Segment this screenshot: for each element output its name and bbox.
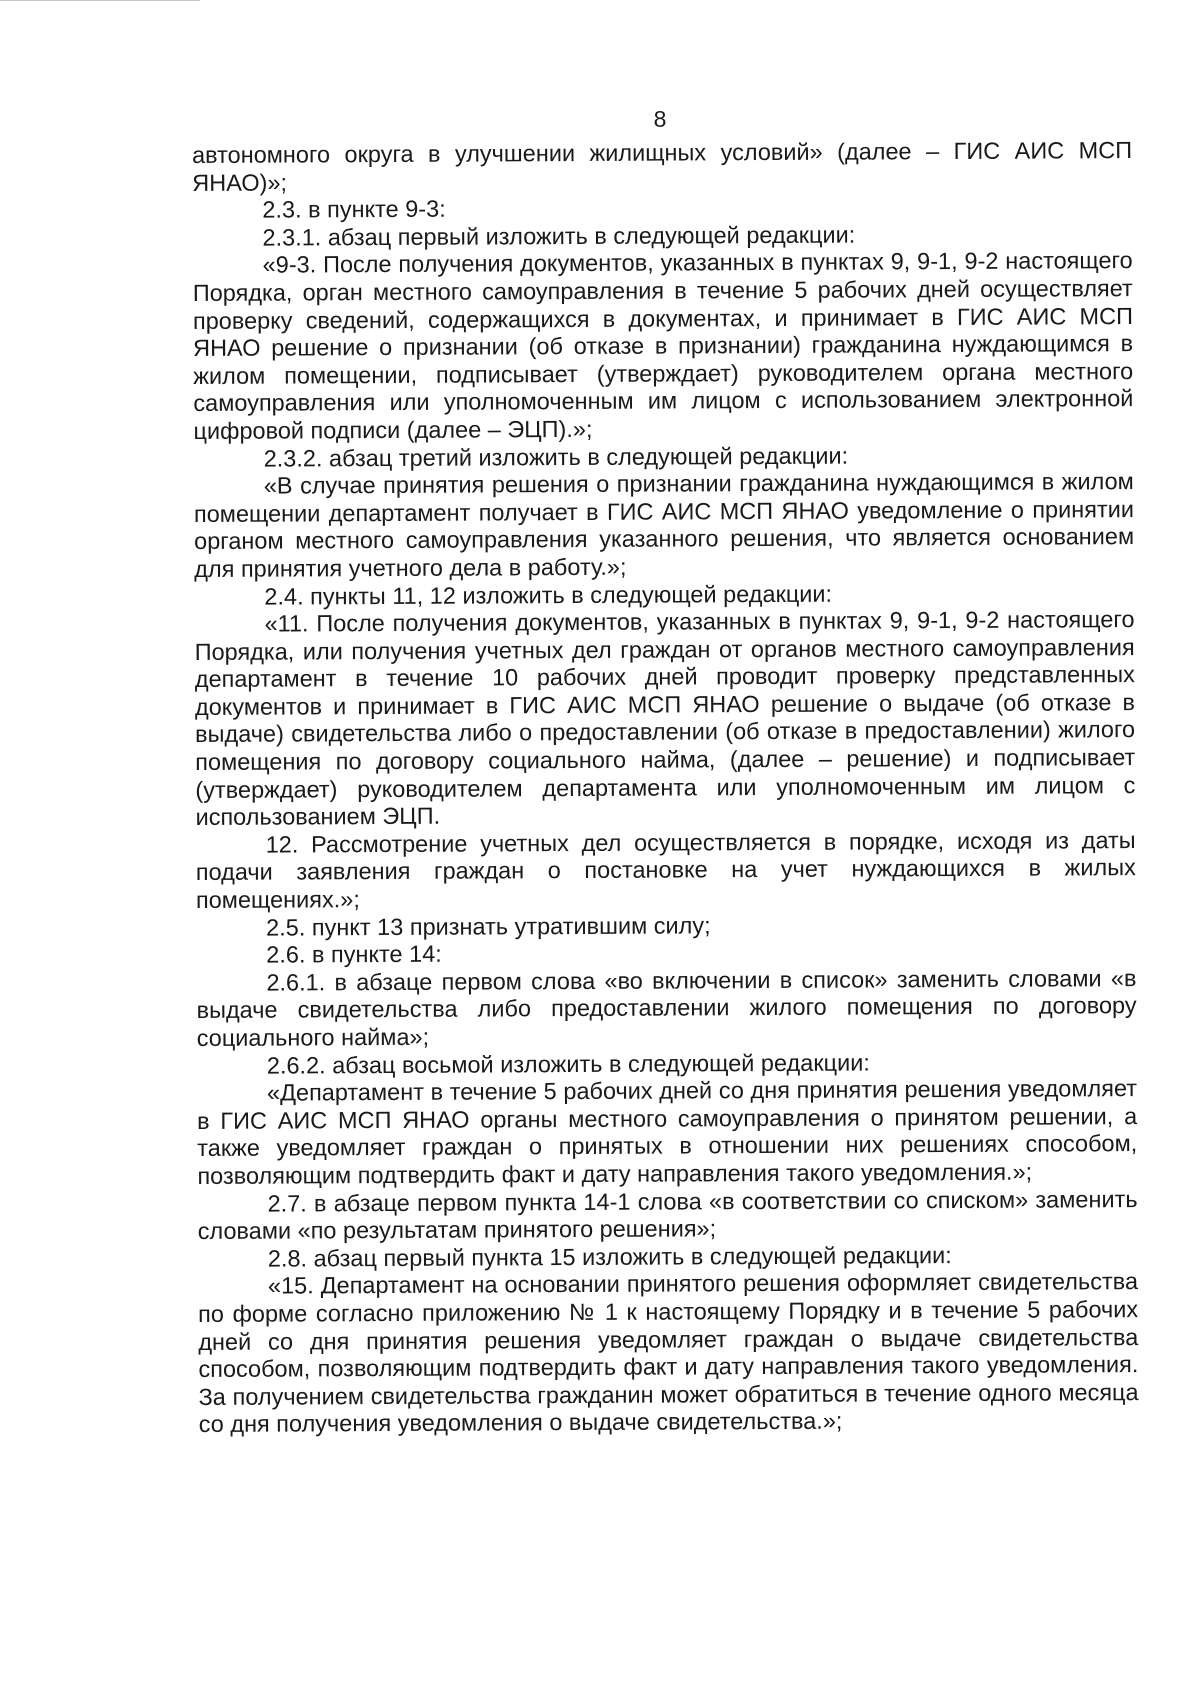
paragraph: «9-3. После получения документов, указанных в пунктах 9, 9-1, 9-2 настоящего Порядка, орган местного самоуправления в течение 5 рабочих дней осуществляет проверку сведений, содержащихся в документах, и принимает в ГИС АИС МСП ЯНАО решение о признании (об отказе в признании) гражданина нуждающимся в жилом помещении, подписывает (утверждает) руководителем органа местного самоуправления или уполномоченным им лицом с использованием электронной цифровой подписи (далее – ЭЦП).»; [192,247,1134,444]
paragraph: «Департамент в течение 5 рабочих дней со дня принятия решения уведомляет в ГИС АИС МСП ЯНАО органы местного самоуправления о принятом решении, а также уведомляет граждан о принятых в отношении них решениях способом, позволяющим подтвердить факт и дату направления такого уведомления.»; [197,1075,1138,1189]
paragraph: 2.6.2. абзац восьмой изложить в следующей редакции: [266,1049,870,1079]
page-number: 8 [653,106,667,132]
paragraph: 2.6. в пункте 14: [266,940,442,968]
paragraph: «15. Департамент на основании принятого решения оформляет свидетельства по форме согласно приложению № 1 к настоящему Порядку и в течение 5 рабочих дней со дня принятия решения уведомляет граждан о выдаче свидетельства способом, позволяющим подтвердить факт и дату направления такого уведомления. За получением свидетельства гражданин может обратиться в течение одного месяца со дня получения уведомления о выдаче свидетельства.»; [198,1268,1139,1438]
paragraph: «В случае принятия решения о признании гражданина нуждающимся в жилом помещении департамент получает в ГИС АИС МСП ЯНАО уведомление о принятии органом местного самоуправления указанного решения, что является основанием для принятия учетного дела в работу.»; [193,468,1135,582]
paragraph: 2.3.1. абзац первый изложить в следующей редакции: [262,221,856,251]
paragraph: «11. После получения документов, указанных в пунктах 9, 9-1, 9-2 настоящего Порядка, или получения учетных дел граждан от органов местного самоуправления департамент в течение 10 рабочих дней проводит проверку представленных документов и принимает в ГИС АИС МСП ЯНАО решение о выдаче (об отказе в выдаче) свидетельства либо о предоставлении (об отказе в предоставлении) жилого помещения по договору социального найма, (далее – решение) и подписывает (утверждает) руководителем департамента или уполномоченным им лицом с использованием ЭЦП. [194,606,1136,831]
paragraph: 2.5. пункт 13 признать утратившим силу; [266,911,711,941]
paragraph: 2.6.1. в абзаце первом слова «во включении в список» заменить словами «в выдаче свидетельства либо предоставлении жилого помещения по договору социального найма»; [196,964,1137,1051]
paragraph: 2.3. в пункте 9-3: [262,195,446,223]
document-body [192,137,1139,1439]
paragraph: 12. Рассмотрение учетных дел осуществляется в порядке, исходя из даты подачи заявления граждан о постановке на учет нуждающихся в жилых помещениях.»; [195,826,1136,914]
scan-edge-line [0,0,200,4]
paragraph: автономного округа в улучшении жилищных условий» (далее – ГИС АИС МСП ЯНАО)»; [192,137,1133,196]
paragraph: 2.7. в абзаце первом пункта 14-1 слова «в соответствии со списком» заменить словами «по результатам принятого решения»; [197,1185,1138,1245]
paragraph: 2.4. пункты 11, 12 изложить в следующей редакции: [264,580,833,610]
paragraph: 2.3.2. абзац третий изложить в следующей редакции: [263,442,849,472]
paragraph: 2.8. абзац первый пункта 15 изложить в следующей редакции: [267,1241,952,1272]
